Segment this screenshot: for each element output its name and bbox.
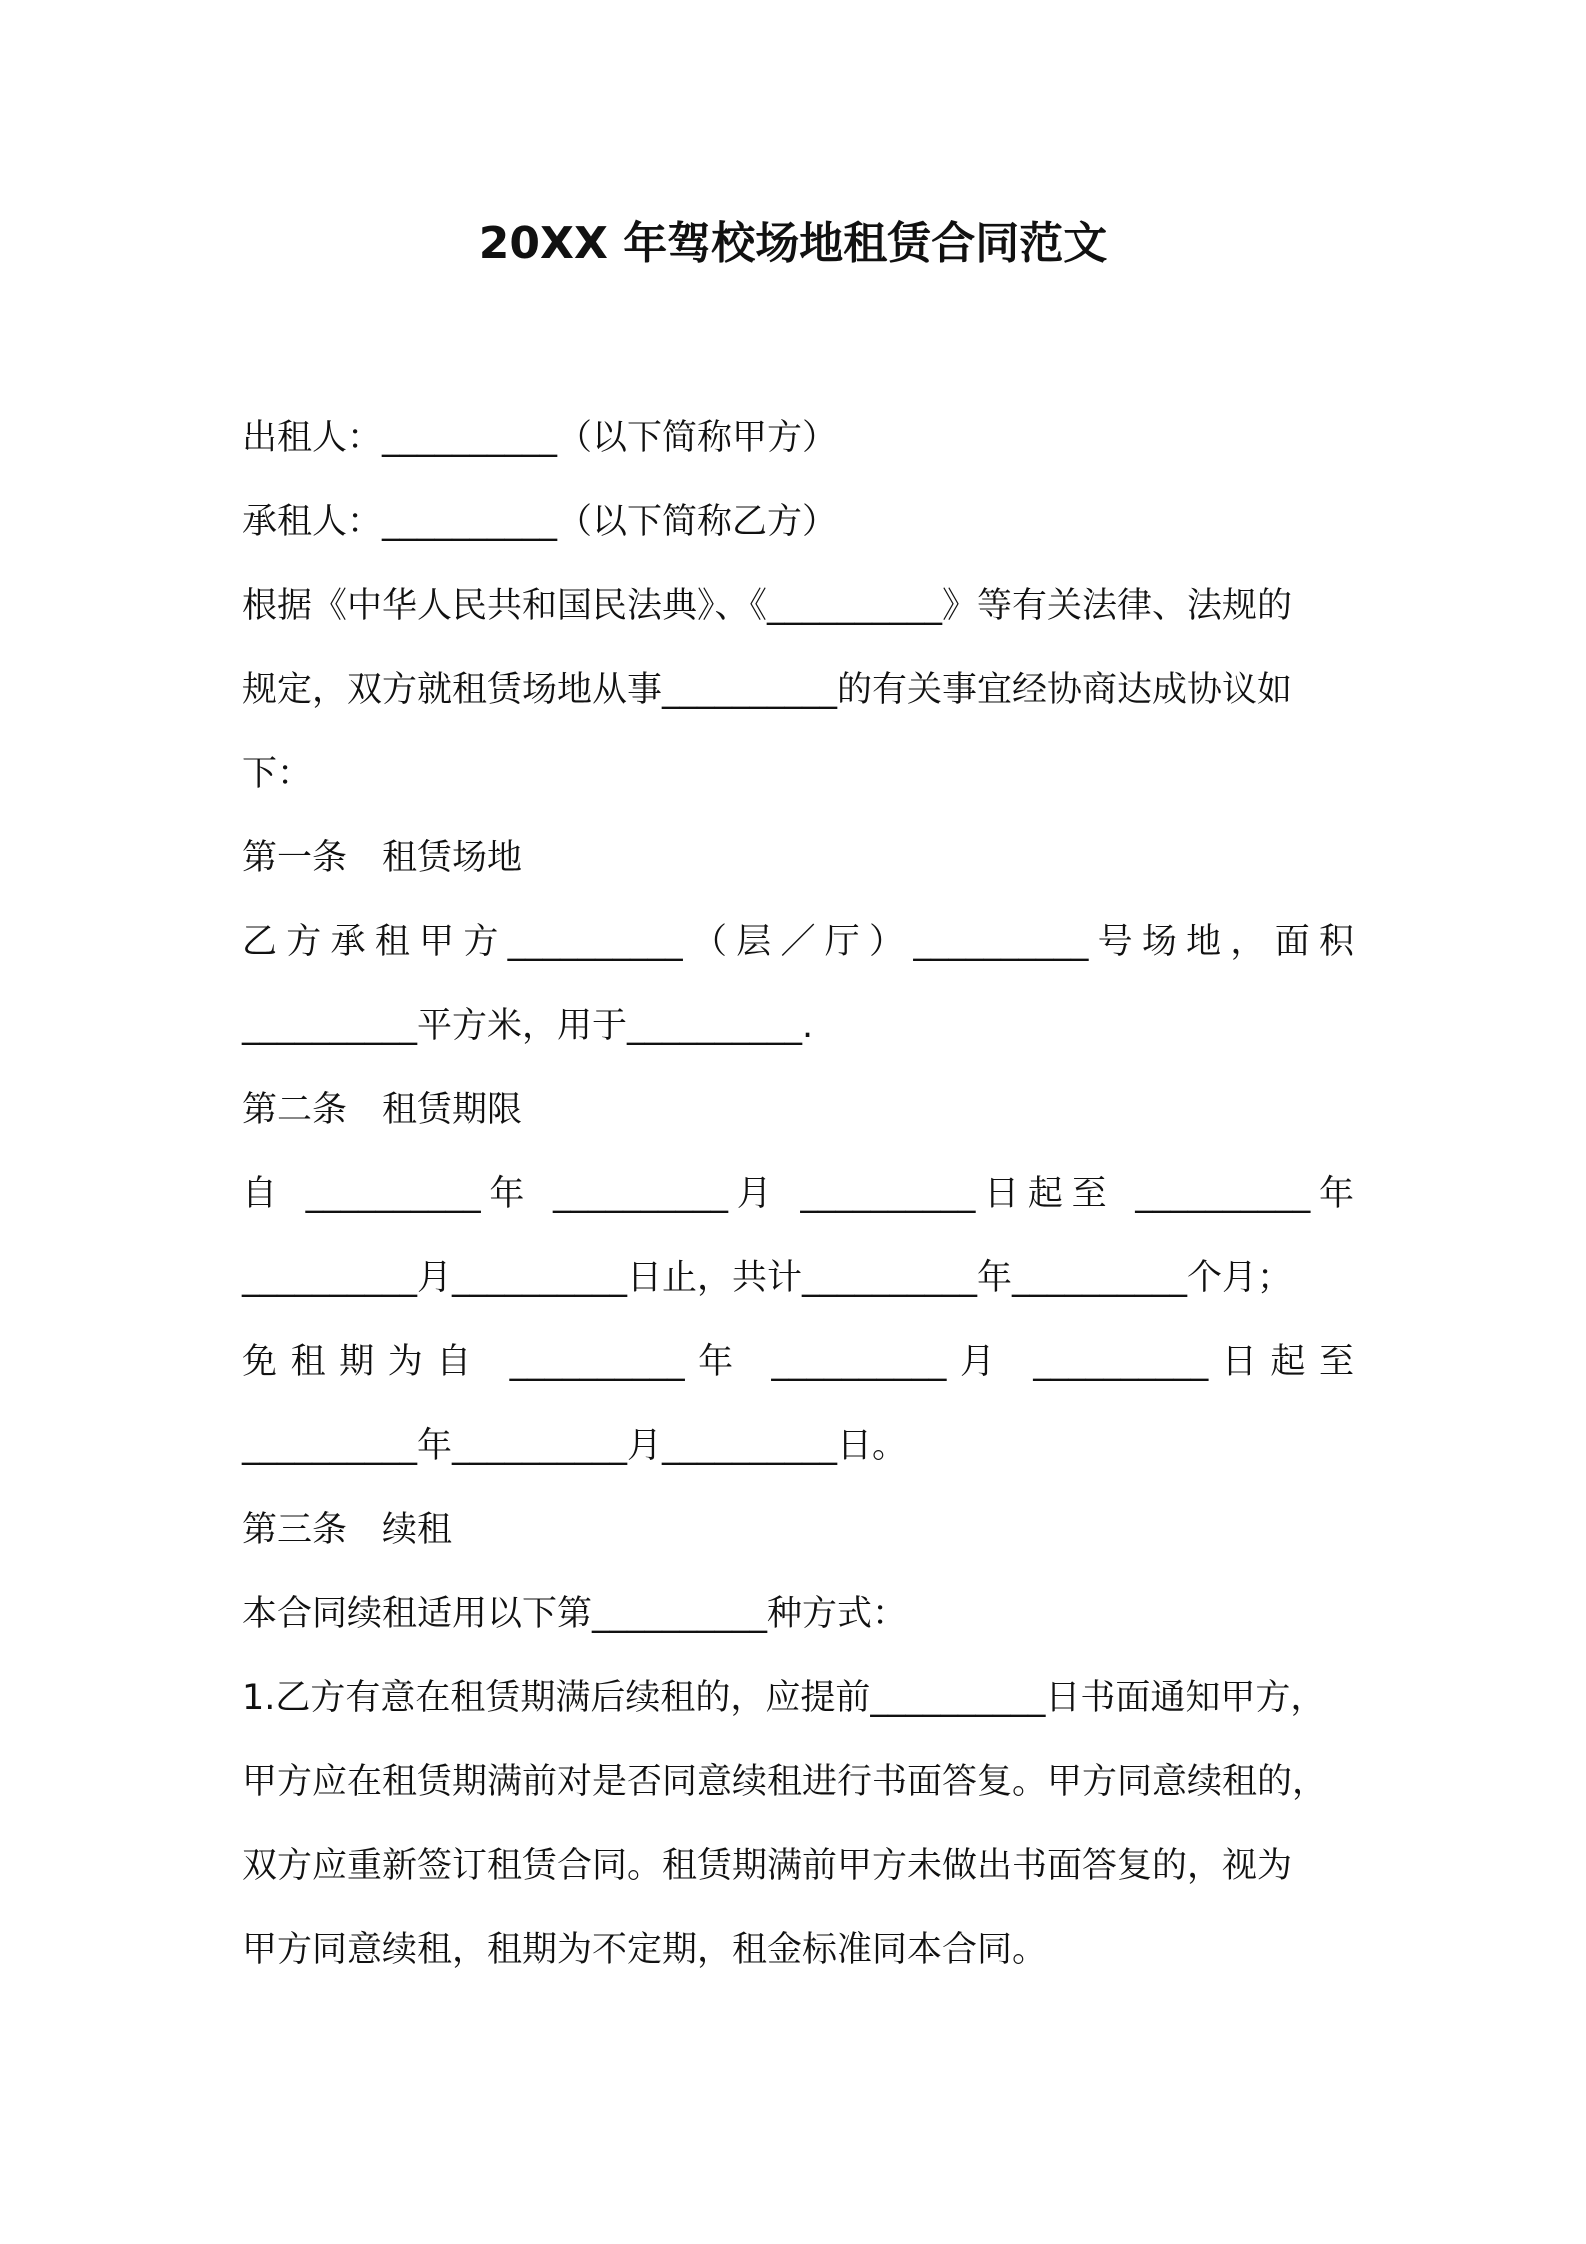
paragraph-line: 自 __________年 __________月 __________日起至 __________年	[242, 1174, 1354, 1214]
paragraph-line: 下：	[242, 754, 313, 794]
paragraph-line: 乙方承租甲方__________（层／厅）__________号场地，面积	[242, 922, 1354, 962]
document-title: 20XX 年驾校场地租赁合同范文	[478, 218, 1108, 269]
article-heading: 第二条 租赁期限	[242, 1090, 523, 1130]
paragraph-line: 免租期为自 __________年 __________月 __________日起至	[242, 1342, 1354, 1382]
article-heading: 第三条 续租	[242, 1510, 453, 1550]
paragraph-line: __________年__________月__________日。	[242, 1426, 908, 1466]
lessor-line: 出租人：__________（以下简称甲方）	[242, 418, 838, 458]
paragraph-line: 甲方同意续租，租期为不定期，租金标准同本合同。	[242, 1930, 1048, 1970]
paragraph-line: 根据《中华人民共和国民法典》、《__________》等有关法律、法规的	[242, 586, 1293, 626]
paragraph-line: 甲方应在租赁期满前对是否同意续租进行书面答复。甲方同意续租的，	[242, 1762, 1328, 1802]
paragraph-line: __________平方米，用于__________.	[242, 1006, 814, 1046]
paragraph-line: 规定，双方就租赁场地从事__________的有关事宜经协商达成协议如	[242, 670, 1293, 710]
paragraph-line: __________月__________日止，共计__________年__________个月；	[242, 1258, 1293, 1298]
paragraph-line: 双方应重新签订租赁合同。租赁期满前甲方未做出书面答复的，视为	[242, 1846, 1293, 1886]
paragraph-line: 1.乙方有意在租赁期满后续租的，应提前__________日书面通知甲方，	[242, 1678, 1326, 1718]
article-heading: 第一条 租赁场地	[242, 838, 523, 878]
lessee-line: 承租人：__________（以下简称乙方）	[242, 502, 838, 542]
paragraph-line: 本合同续租适用以下第__________种方式：	[242, 1594, 908, 1634]
document-body	[242, 396, 1354, 1992]
